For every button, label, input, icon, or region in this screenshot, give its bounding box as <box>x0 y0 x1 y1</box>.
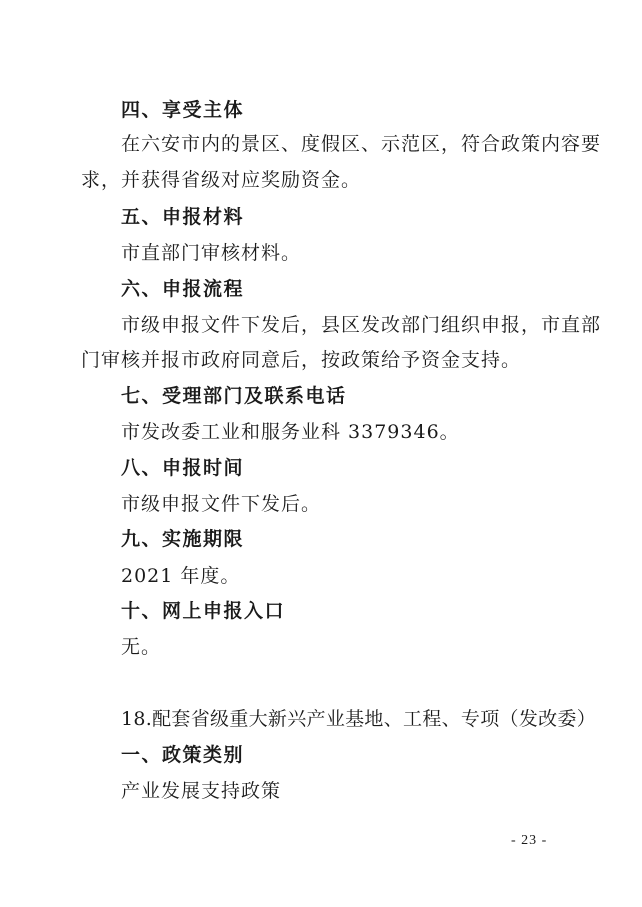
section-heading-8: 八、申报时间 <box>121 457 245 479</box>
section-heading-7: 七、受理部门及联系电话 <box>121 385 347 407</box>
paragraph-line: 市级申报文件下发后。 <box>121 493 322 515</box>
paragraph-line: 无。 <box>121 636 162 658</box>
section-heading-4: 四、享受主体 <box>121 99 245 121</box>
paragraph-line: 2021 年度。 <box>121 565 241 587</box>
item-title: 18.配套省级重大新兴产业基地、工程、专项（发改委） <box>121 708 597 730</box>
paragraph-line: 在六安市内的景区、度假区、示范区，符合政策内容要 <box>121 133 602 155</box>
page-number: - 23 - <box>511 833 548 848</box>
section-heading-9: 九、实施期限 <box>121 528 245 550</box>
paragraph-line: 门审核并报市政府同意后，按政策给予资金支持。 <box>81 349 522 371</box>
paragraph-line: 产业发展支持政策 <box>121 780 282 802</box>
section-heading-6: 六、申报流程 <box>121 278 245 300</box>
section-heading-10: 十、网上申报入口 <box>121 600 286 622</box>
paragraph-line: 市级申报文件下发后，县区发改部门组织申报，市直部 <box>121 314 602 336</box>
paragraph-line: 市直部门审核材料。 <box>121 242 302 264</box>
section-heading-5: 五、申报材料 <box>121 206 245 228</box>
paragraph-line: 市发改委工业和服务业科 3379346。 <box>121 421 460 443</box>
paragraph-line: 求，并获得省级对应奖励资金。 <box>81 169 362 191</box>
section-heading-1: 一、政策类别 <box>121 744 245 766</box>
